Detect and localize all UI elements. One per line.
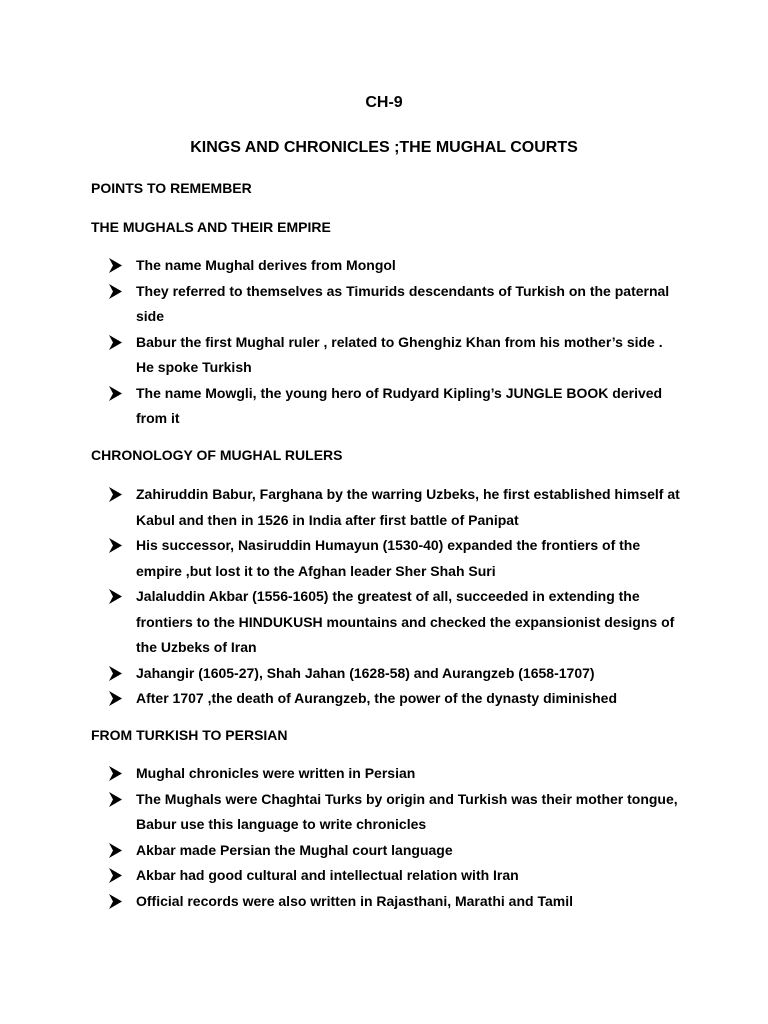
list-item: [91, 686, 681, 712]
list-item: [91, 381, 681, 432]
arrow-bullet-icon: [109, 538, 122, 553]
arrow-bullet-icon: [109, 487, 122, 502]
chapter-number: CH-9: [365, 94, 403, 111]
list-item: [91, 889, 681, 915]
list-item: [91, 863, 681, 889]
arrow-bullet-icon: [109, 792, 122, 807]
points-to-remember-heading: POINTS TO REMEMBER: [91, 180, 252, 196]
list-item: [91, 761, 681, 787]
bullet-list-chronology: [91, 482, 681, 712]
list-item-text: Zahiruddin Babur, Farghana by the warring Uzbeks, he first established himself at Kabul and then in 1526 in India after first battle of Panipat: [136, 486, 680, 528]
list-item-text: Mughal chronicles were written in Persian: [136, 765, 416, 781]
chapter-title: KINGS AND CHRONICLES ;THE MUGHAL COURTS: [190, 139, 578, 156]
section-heading-mughals-empire: THE MUGHALS AND THEIR EMPIRE: [91, 219, 331, 235]
list-item-text: Akbar had good cultural and intellectual relation with Iran: [136, 867, 519, 883]
list-item-text: After 1707 ,the death of Aurangzeb, the power of the dynasty diminished: [136, 690, 617, 706]
list-item: [91, 838, 681, 864]
list-item-text: His successor, Nasiruddin Humayun (1530-40) expanded the frontiers of the empire ,but lost it to the Afghan leader Sher Shah Suri: [136, 537, 641, 579]
bullet-list-turkish-persian: [91, 761, 681, 914]
list-item: [91, 533, 681, 584]
arrow-bullet-icon: [109, 386, 122, 401]
section-heading-turkish-persian: FROM TURKISH TO PERSIAN: [91, 727, 288, 743]
list-item-text: Jahangir (1605-27), Shah Jahan (1628-58) and Aurangzeb (1658-1707): [136, 664, 595, 681]
arrow-bullet-icon: [109, 335, 122, 350]
list-item-text: They referred to themselves as Timurids descendants of Turkish on the paternal side: [136, 282, 670, 324]
list-item-text: Akbar made Persian the Mughal court language: [136, 841, 453, 858]
list-item-text: The name Mughal derives from Mongol: [136, 257, 396, 273]
list-item-text: Jalaluddin Akbar (1556-1605) the greatest of all, succeeded in extending the frontiers to the HINDUKUSH mountains and checked the expansionist designs of the Uzbeks of Iran: [136, 588, 675, 655]
list-item: [91, 661, 681, 687]
list-item: [91, 584, 681, 661]
arrow-bullet-icon: [109, 766, 122, 781]
bullet-list-mughals-empire: [91, 253, 681, 432]
arrow-bullet-icon: [109, 284, 122, 299]
arrow-bullet-icon: [109, 258, 122, 273]
list-item: [91, 279, 681, 330]
arrow-bullet-icon: [109, 843, 122, 858]
arrow-bullet-icon: [109, 691, 122, 706]
list-item: [91, 253, 681, 279]
list-item-text: Official records were also written in Rajasthani, Marathi and Tamil: [136, 892, 573, 909]
list-item: [91, 787, 681, 838]
list-item-text: The Mughals were Chaghtai Turks by origin and Turkish was their mother tongue, Babur use this language to write chronicles: [136, 790, 678, 832]
arrow-bullet-icon: [109, 868, 122, 883]
arrow-bullet-icon: [109, 666, 122, 681]
list-item: [91, 482, 681, 533]
list-item-text: Babur the first Mughal ruler , related to Ghenghiz Khan from his mother’s side . He spoke Turkish: [136, 333, 663, 375]
list-item: [91, 330, 681, 381]
arrow-bullet-icon: [109, 894, 122, 909]
section-heading-chronology: CHRONOLOGY OF MUGHAL RULERS: [91, 447, 343, 463]
arrow-bullet-icon: [109, 589, 122, 604]
list-item-text: The name Mowgli, the young hero of Rudyard Kipling’s JUNGLE BOOK derived from it: [136, 384, 663, 426]
